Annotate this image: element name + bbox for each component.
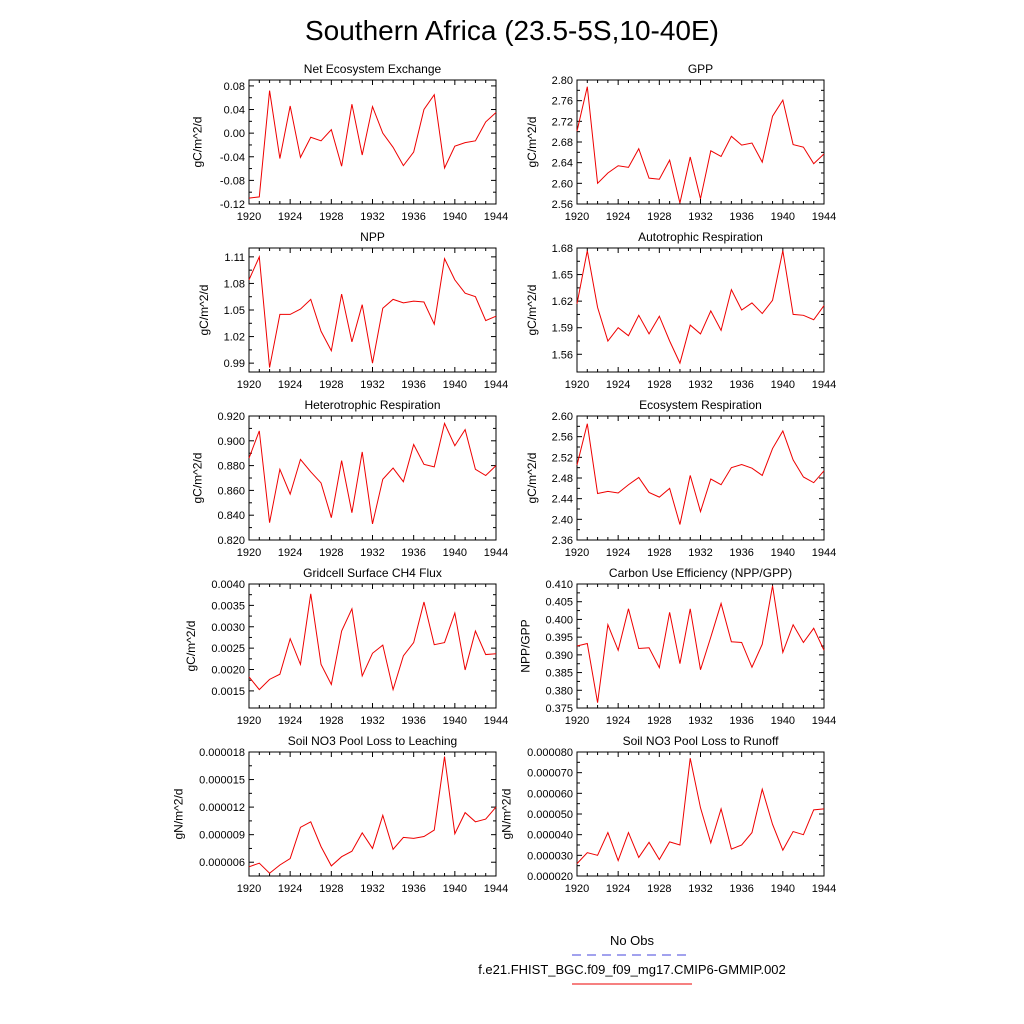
plot-frame <box>577 416 824 540</box>
y-tick-label: 2.56 <box>551 199 573 211</box>
chart-panel <box>519 566 837 727</box>
y-tick-label: 2.48 <box>551 473 573 485</box>
y-tick-label: 0.04 <box>223 104 245 117</box>
chart-panel <box>184 566 508 727</box>
y-tick-label: 0.0030 <box>211 621 245 634</box>
y-tick-label: 0.385 <box>545 667 573 680</box>
series-line <box>577 87 824 203</box>
x-tick-label: 1932 <box>688 379 713 391</box>
y-tick-label: 0.380 <box>545 685 573 698</box>
x-tick-label: 1920 <box>236 547 262 559</box>
x-tick-label: 1924 <box>605 715 631 727</box>
y-axis-label: gC/m^2/d <box>184 620 199 672</box>
x-tick-label: 1936 <box>401 379 426 391</box>
x-tick-label: 1944 <box>811 379 837 391</box>
y-tick-label: 0.000015 <box>199 774 245 787</box>
x-tick-label: 1928 <box>647 379 672 391</box>
x-tick-label: 1924 <box>277 547 303 559</box>
y-tick-label: 2.76 <box>551 95 573 108</box>
series-line <box>577 424 824 525</box>
x-tick-label: 1924 <box>277 379 303 391</box>
y-tick-label: 0.390 <box>545 649 573 662</box>
y-tick-label: 0.840 <box>217 510 245 523</box>
x-tick-label: 1944 <box>483 211 509 223</box>
y-tick-label: 0.000060 <box>527 788 573 801</box>
x-tick-label: 1928 <box>319 379 344 391</box>
y-tick-label: 1.05 <box>223 305 245 317</box>
series-line <box>249 91 496 198</box>
y-tick-label: 0.820 <box>217 535 245 547</box>
y-tick-label: 2.52 <box>551 452 573 465</box>
panel-title: GPP <box>687 62 714 76</box>
x-tick-label: 1944 <box>483 547 509 559</box>
x-tick-label: 1944 <box>483 379 509 391</box>
series-line <box>249 594 496 690</box>
panel-title: NPP <box>360 230 385 244</box>
plot-frame <box>249 248 496 372</box>
x-tick-label: 1924 <box>277 883 303 895</box>
chart-panel <box>191 398 509 559</box>
y-tick-label: 0.375 <box>545 703 573 715</box>
x-tick-label: 1932 <box>360 211 385 223</box>
x-tick-label: 1936 <box>401 547 426 559</box>
x-tick-label: 1932 <box>688 547 713 559</box>
y-tick-label: 2.68 <box>551 137 573 149</box>
y-tick-label: 0.0015 <box>211 685 245 698</box>
y-tick-label: 0.000040 <box>527 829 573 842</box>
x-tick-label: 1940 <box>770 883 796 895</box>
series-line <box>249 257 496 368</box>
plot-frame <box>249 752 496 876</box>
y-tick-label: 1.59 <box>551 322 573 335</box>
x-tick-label: 1928 <box>647 715 672 727</box>
y-tick-label: 0.000006 <box>199 857 245 870</box>
x-tick-label: 1940 <box>770 715 796 727</box>
y-tick-label: 0.000012 <box>199 802 245 815</box>
x-tick-label: 1940 <box>770 547 796 559</box>
y-axis-label: gC/m^2/d <box>524 284 539 336</box>
panel-title: Soil NO3 Pool Loss to Runoff <box>622 734 779 748</box>
y-axis-label: gC/m^2/d <box>524 452 539 504</box>
x-tick-label: 1940 <box>442 547 468 559</box>
x-tick-label: 1936 <box>729 211 754 223</box>
x-tick-label: 1936 <box>401 883 426 895</box>
y-tick-label: 0.000080 <box>527 747 573 759</box>
series-line <box>249 757 496 874</box>
y-axis-label: gN/m^2/d <box>171 788 186 840</box>
panel-title: Autotrophic Respiration <box>638 230 763 244</box>
x-tick-label: 1928 <box>319 715 344 727</box>
plot-frame <box>577 584 824 708</box>
x-tick-label: 1944 <box>811 211 837 223</box>
y-tick-label: 0.400 <box>545 614 573 627</box>
x-tick-label: 1928 <box>319 547 344 559</box>
y-tick-label: -0.04 <box>219 151 245 164</box>
x-tick-label: 1924 <box>277 211 303 223</box>
series-line <box>577 251 824 363</box>
x-tick-label: 1920 <box>236 715 262 727</box>
y-tick-label: 0.000018 <box>199 747 245 759</box>
x-tick-label: 1932 <box>688 715 713 727</box>
y-tick-label: 0.99 <box>223 358 245 371</box>
panel-title: Gridcell Surface CH4 Flux <box>303 566 442 580</box>
y-axis-label: gC/m^2/d <box>524 116 539 168</box>
y-axis-label: NPP/GPP <box>518 619 533 673</box>
legend <box>478 933 786 984</box>
y-axis-label: gN/m^2/d <box>499 788 514 840</box>
main-title: Southern Africa (23.5-5S,10-40E) <box>304 15 720 46</box>
x-tick-label: 1932 <box>688 211 713 223</box>
y-tick-label: 1.65 <box>551 269 573 282</box>
y-tick-label: 1.08 <box>223 278 245 291</box>
x-tick-label: 1924 <box>605 547 631 559</box>
series-line <box>577 758 824 863</box>
y-tick-label: 0.000020 <box>527 871 573 883</box>
legend-model-label: f.e21.FHIST_BGC.f09_f09_mg17.CMIP6-GMMIP.002 <box>478 962 786 977</box>
x-tick-label: 1936 <box>401 211 426 223</box>
y-tick-label: 0.08 <box>223 80 245 93</box>
chart-panel <box>197 230 508 391</box>
y-tick-label: 0.410 <box>545 579 573 591</box>
x-tick-label: 1932 <box>360 883 385 895</box>
x-tick-label: 1932 <box>360 715 385 727</box>
y-tick-label: 0.860 <box>217 485 245 498</box>
x-tick-label: 1944 <box>483 883 509 895</box>
panel-title: Carbon Use Efficiency (NPP/GPP) <box>608 566 793 580</box>
y-axis-label: gC/m^2/d <box>196 284 211 336</box>
x-tick-label: 1920 <box>236 379 262 391</box>
y-tick-label: 1.68 <box>551 243 573 255</box>
chart-panel <box>172 734 509 895</box>
x-tick-label: 1944 <box>811 883 837 895</box>
y-axis-label: gC/m^2/d <box>190 452 205 504</box>
chart-panel <box>500 734 837 895</box>
x-tick-label: 1932 <box>360 379 385 391</box>
x-tick-label: 1920 <box>564 379 590 391</box>
plot-frame <box>577 80 824 204</box>
y-tick-label: -0.12 <box>219 199 245 211</box>
series-line <box>249 423 496 523</box>
x-tick-label: 1936 <box>729 715 754 727</box>
chart-panel <box>525 398 836 559</box>
x-tick-label: 1940 <box>442 883 468 895</box>
x-tick-label: 1940 <box>770 211 796 223</box>
y-tick-label: 0.395 <box>545 632 573 645</box>
x-tick-label: 1928 <box>319 211 344 223</box>
y-tick-label: 2.60 <box>551 411 573 423</box>
x-tick-label: 1928 <box>647 883 672 895</box>
y-tick-label: 0.0020 <box>211 664 245 677</box>
x-tick-label: 1936 <box>729 379 754 391</box>
y-tick-label: 0.000009 <box>199 829 245 842</box>
y-tick-label: 2.44 <box>551 493 573 506</box>
x-tick-label: 1940 <box>770 379 796 391</box>
y-tick-label: 0.0040 <box>211 579 245 591</box>
y-tick-label: 1.62 <box>551 296 573 309</box>
x-tick-label: 1924 <box>605 379 631 391</box>
chart-panel <box>191 62 509 223</box>
x-tick-label: 1936 <box>729 547 754 559</box>
x-tick-label: 1936 <box>729 883 754 895</box>
y-tick-label: 2.80 <box>551 75 573 87</box>
x-tick-label: 1924 <box>605 211 631 223</box>
plot-frame <box>577 248 824 372</box>
y-tick-label: 0.000030 <box>527 850 573 863</box>
y-tick-label: 1.11 <box>224 251 245 264</box>
y-tick-label: 0.900 <box>217 435 245 448</box>
panel-title: Ecosystem Respiration <box>639 398 762 412</box>
chart-panel <box>525 230 836 391</box>
y-tick-label: 0.405 <box>545 596 573 609</box>
plot-frame <box>577 752 824 876</box>
y-tick-label: 0.0035 <box>211 600 245 613</box>
x-tick-label: 1920 <box>564 211 590 223</box>
x-tick-label: 1944 <box>483 715 509 727</box>
y-tick-label: 2.40 <box>551 514 573 527</box>
x-tick-label: 1932 <box>688 883 713 895</box>
x-tick-label: 1924 <box>277 715 303 727</box>
y-tick-label: 0.000070 <box>527 767 573 780</box>
legend-obs-label: No Obs <box>609 933 655 948</box>
x-tick-label: 1928 <box>647 211 672 223</box>
plot-frame <box>249 80 496 204</box>
x-tick-label: 1944 <box>811 715 837 727</box>
x-tick-label: 1928 <box>647 547 672 559</box>
panel-title: Soil NO3 Pool Loss to Leaching <box>287 734 458 748</box>
x-tick-label: 1920 <box>236 211 262 223</box>
panel-title: Heterotrophic Respiration <box>304 398 441 412</box>
y-tick-label: 1.02 <box>223 331 245 344</box>
panel-title: Net Ecosystem Exchange <box>303 62 442 76</box>
plot-frame <box>249 584 496 708</box>
y-tick-label: 2.56 <box>551 431 573 444</box>
y-tick-label: 2.36 <box>551 535 573 547</box>
x-tick-label: 1924 <box>605 883 631 895</box>
y-tick-label: 1.56 <box>551 349 573 362</box>
x-tick-label: 1940 <box>442 715 468 727</box>
y-axis-label: gC/m^2/d <box>190 116 205 168</box>
x-tick-label: 1936 <box>401 715 426 727</box>
y-tick-label: 0.0025 <box>211 643 245 656</box>
y-tick-label: 0.880 <box>217 460 245 473</box>
y-tick-label: -0.08 <box>219 175 245 188</box>
x-tick-label: 1928 <box>319 883 344 895</box>
chart-panel <box>525 62 836 223</box>
x-tick-label: 1920 <box>236 883 262 895</box>
x-tick-label: 1940 <box>442 379 468 391</box>
y-tick-label: 0.000050 <box>527 809 573 821</box>
x-tick-label: 1940 <box>442 211 468 223</box>
y-tick-label: 2.64 <box>551 157 573 170</box>
y-tick-label: 0.920 <box>217 411 245 423</box>
x-tick-label: 1920 <box>564 715 590 727</box>
x-tick-label: 1932 <box>360 547 385 559</box>
x-tick-label: 1944 <box>811 547 837 559</box>
series-line <box>577 586 824 703</box>
x-tick-label: 1920 <box>564 883 590 895</box>
y-tick-label: 2.60 <box>551 178 573 191</box>
y-tick-label: 2.72 <box>551 116 573 129</box>
x-tick-label: 1920 <box>564 547 590 559</box>
panels <box>172 62 837 895</box>
y-tick-label: 0.00 <box>223 128 245 141</box>
